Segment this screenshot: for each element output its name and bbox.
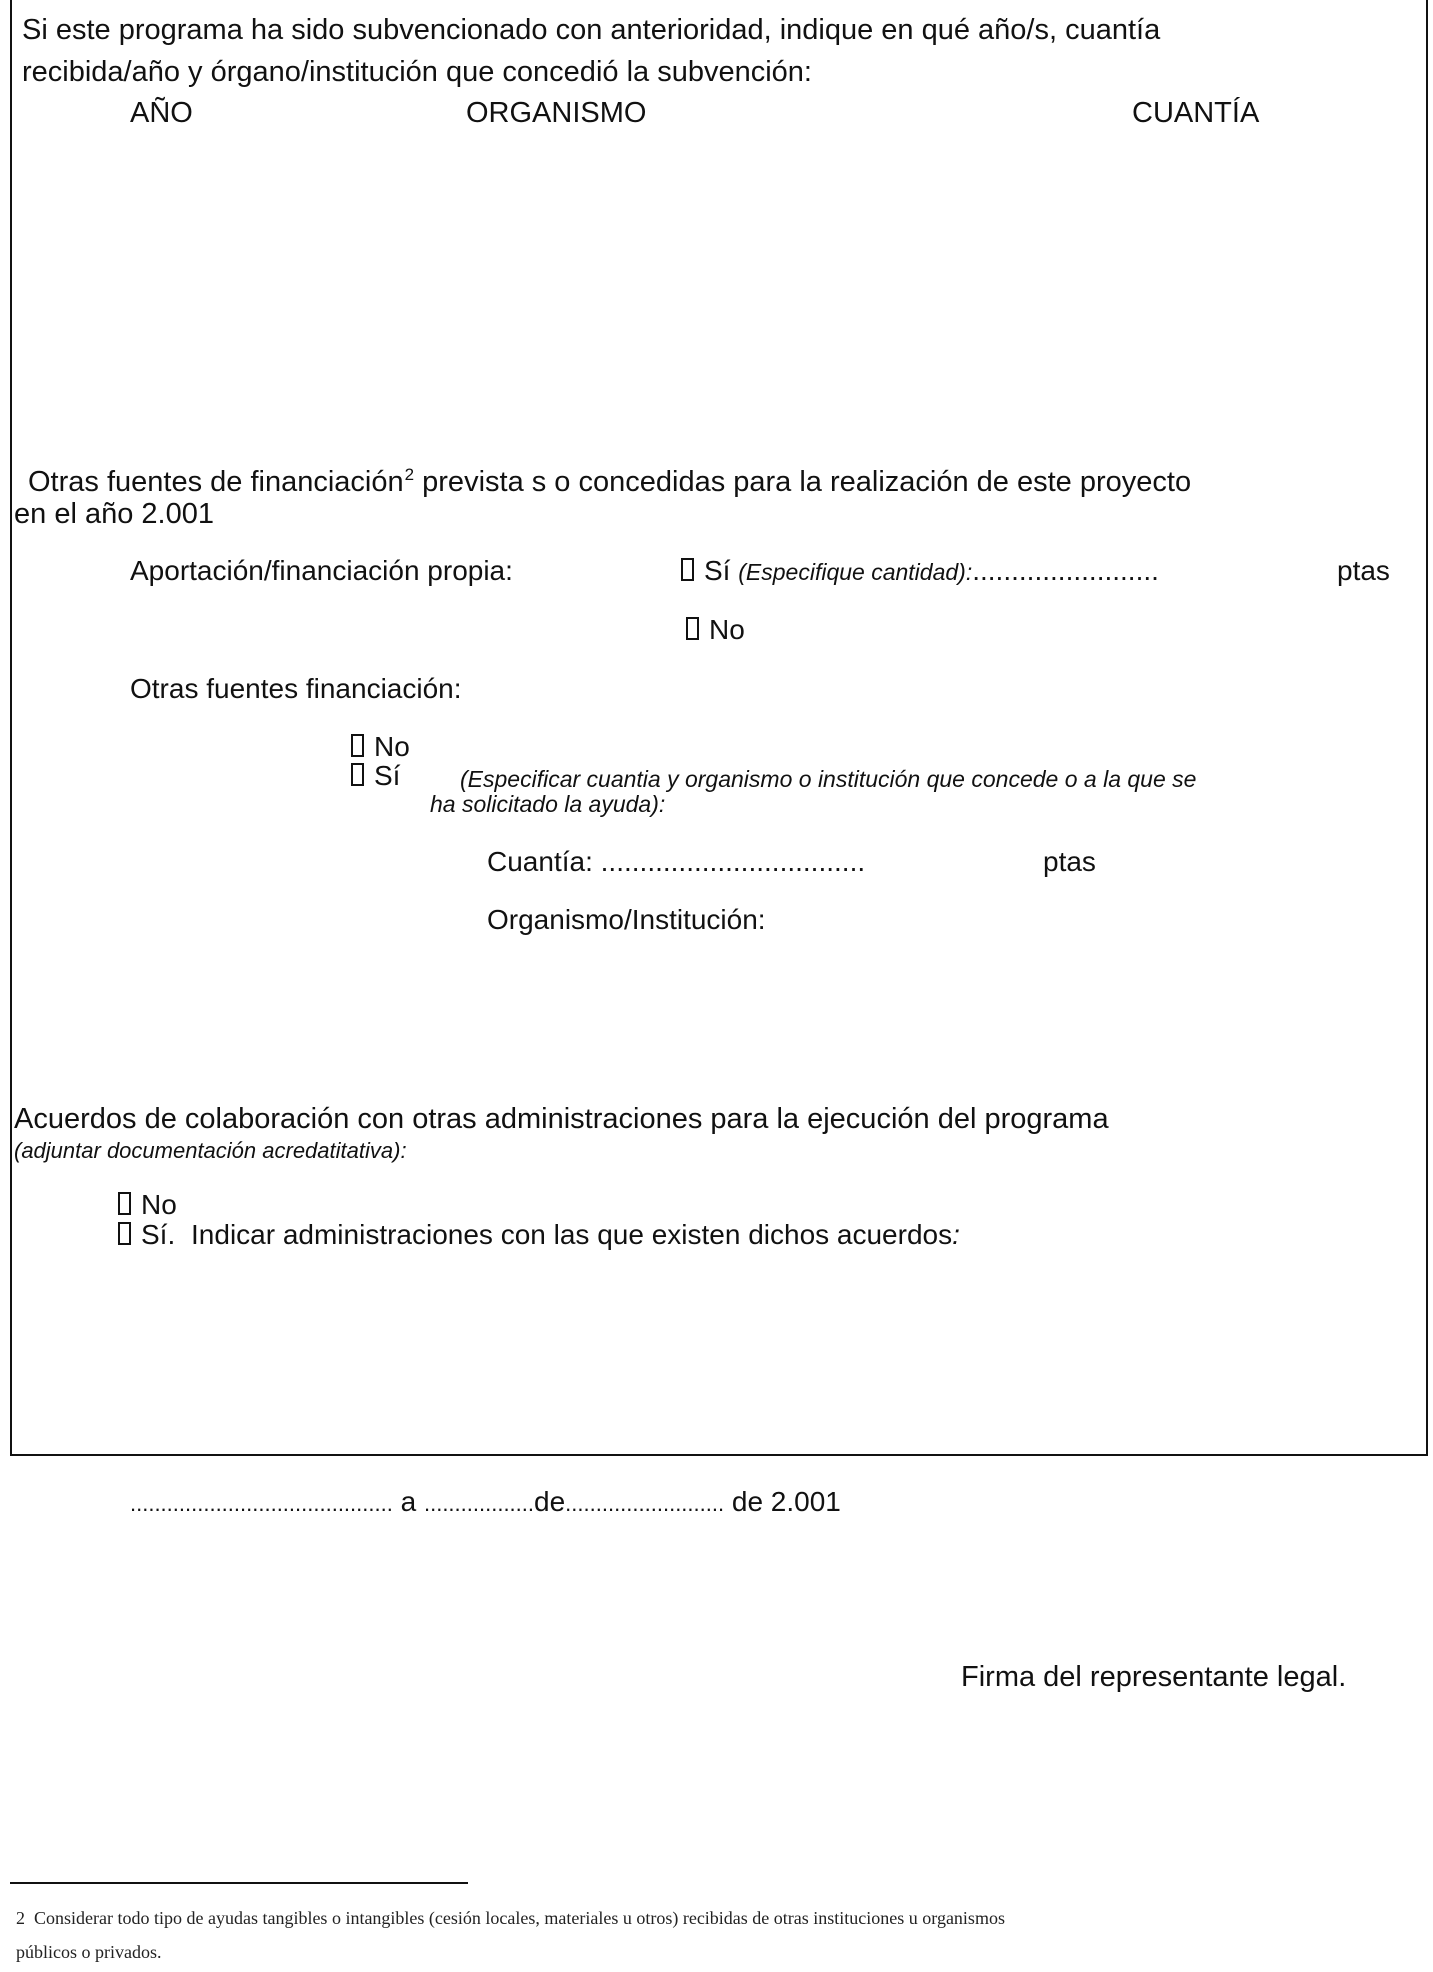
footnote-line2: públicos o privados. <box>16 1942 162 1962</box>
own-funding-unit: ptas <box>1337 555 1390 586</box>
prev-subsidy-intro-line1: Si este programa ha sido subvencionado con anterioridad, indique en qué año/s, cuantía <box>22 14 1161 46</box>
footnote-ref: 2 <box>404 465 415 484</box>
other-funding-title <box>28 465 1191 499</box>
other-sources-yes-note-line2: ha solicitado la ayuda): <box>430 791 666 817</box>
organism-label: Organismo/Institución: <box>487 904 766 935</box>
own-funding-label: Aportación/financiación propia: <box>130 555 513 586</box>
place-dots[interactable]: ........................................... <box>130 1491 393 1516</box>
date-line[interactable] <box>130 1486 841 1518</box>
other-sources-no-label: No <box>374 731 410 762</box>
other-sources-no-checkbox[interactable] <box>351 734 364 757</box>
own-funding-amount-dots[interactable]: ........................ <box>972 555 1159 586</box>
agreements-subtitle: (adjuntar documentación acredatitativa): <box>14 1138 407 1163</box>
other-sources-yes-label: Sí <box>374 760 401 791</box>
agreements-yes-label: Sí. <box>141 1219 176 1250</box>
footnote-text-line1: Considerar todo tipo de ayudas tangibles o intangibles (cesión locales, materiales u otros) recibidas de otras instituciones u organismos <box>34 1908 1005 1928</box>
day-dots[interactable]: .................. <box>423 1491 535 1516</box>
other-sources-no-option[interactable] <box>351 731 410 763</box>
column-header-year: AÑO <box>130 97 193 129</box>
own-funding-no-label: No <box>709 614 745 645</box>
other-sources-yes-checkbox[interactable] <box>351 763 364 786</box>
amount-dots[interactable]: .................................. <box>600 846 866 877</box>
date-de1: de <box>534 1486 566 1517</box>
signature-label: Firma del representante legal. <box>961 1661 1347 1693</box>
column-header-amount: CUANTÍA <box>1132 97 1260 129</box>
agreements-yes-option[interactable] <box>118 1219 960 1251</box>
footnote-rule <box>10 1882 468 1884</box>
other-funding-title-line2: en el año 2.001 <box>14 498 214 530</box>
agreements-no-option[interactable] <box>118 1189 177 1221</box>
own-funding-yes-label: Sí <box>704 555 731 586</box>
own-funding-yes-checkbox[interactable] <box>681 558 694 581</box>
month-dots[interactable]: .......................... <box>565 1491 725 1516</box>
date-year: de 2.001 <box>731 1486 841 1517</box>
amount-field[interactable] <box>487 846 865 878</box>
footnote-number: 2 <box>16 1908 25 1928</box>
own-funding-yes-option[interactable] <box>681 555 1159 587</box>
own-funding-no-checkbox[interactable] <box>686 617 699 640</box>
agreements-no-label: No <box>141 1189 177 1220</box>
column-header-organism: ORGANISMO <box>466 97 647 129</box>
agreements-no-checkbox[interactable] <box>118 1192 131 1215</box>
agreements-yes-text: Indicar administraciones con las que existen dichos acuerdos <box>191 1219 953 1250</box>
date-a: a <box>400 1486 417 1517</box>
agreements-title: Acuerdos de colaboración con otras administraciones para la ejecución del programa <box>14 1103 1109 1135</box>
own-funding-no-option[interactable] <box>686 614 745 646</box>
other-sources-yes-option[interactable] <box>351 760 400 792</box>
prev-subsidy-intro-line2: recibida/año y órgano/institución que concedió la subvención: <box>22 56 812 88</box>
agreements-yes-colon: : <box>952 1219 960 1250</box>
other-funding-title-text: Otras fuentes de financiación <box>28 466 404 498</box>
footnote-line1 <box>16 1908 1005 1929</box>
other-funding-title-rest: prevista s o concedidas para la realización de este proyecto <box>414 466 1192 498</box>
own-funding-yes-note: (Especifique cantidad): <box>738 559 973 585</box>
amount-unit: ptas <box>1043 846 1096 877</box>
other-sources-yes-note-line1: (Especificar cuantia y organismo o institución que concede o a la que se <box>460 766 1197 792</box>
other-sources-label: Otras fuentes financiación: <box>130 673 462 704</box>
agreements-yes-checkbox[interactable] <box>118 1222 131 1245</box>
amount-label: Cuantía: <box>487 846 593 877</box>
